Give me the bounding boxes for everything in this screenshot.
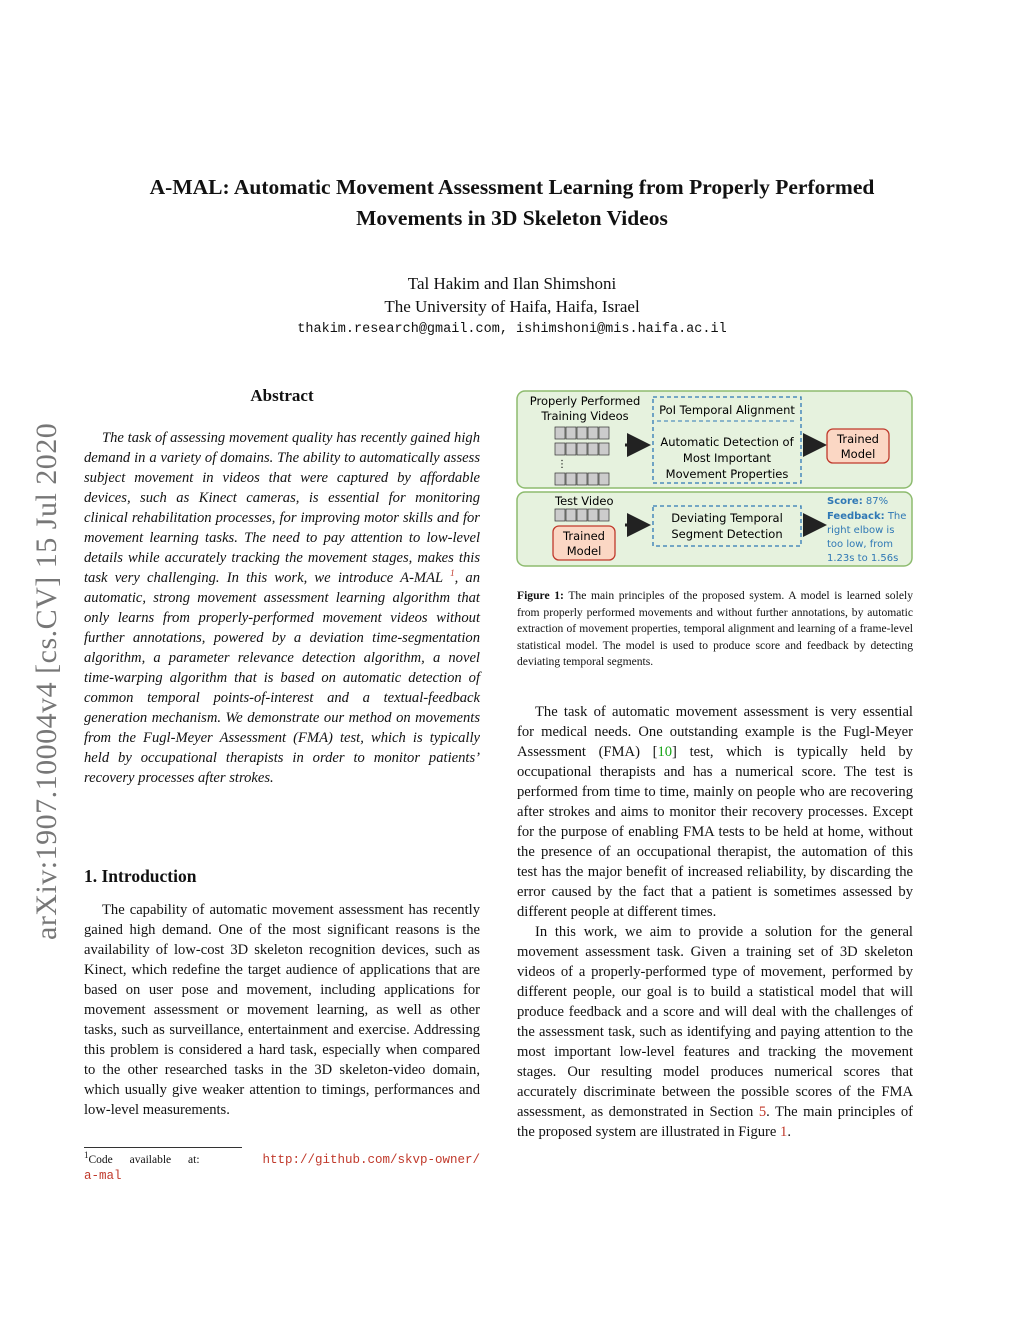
right-paragraph-2: In this work, we aim to provide a solution for the general movement assessment task. Given a training set of 3D skeleton videos of a properly-performed type of movement, performed by different people, our goal is to build a statistical model that will produce feedback and a score and will deal with the challenges of the assessment task, such as identifying and paying attention to the most important low-level features and tracking the movement stages. Our resulting model produces numerical scores that accurately discriminate between the possible scores of the FMA assessment, as demonstrated in Section 5. The main principles of the proposed system are illustrated in Figure 1. xyxy=(517,924,913,1140)
poi-label: PoI Temporal Alignment xyxy=(659,403,795,417)
abstract-heading: Abstract xyxy=(250,386,314,405)
training-thumbs-3 xyxy=(555,473,609,485)
footnote-url-cont[interactable]: a-mal xyxy=(84,1169,122,1183)
right-paragraph-1: The task of automatic movement assessment is very essential for medical needs. One outstanding example is the Fugl-Meyer Assessment (FMA) [10] test, which is typically held by occupational therapists and has a numerical score. The test is performed from time to time, mainly on people who are recovering after strokes and aims to monitor their recovery processes. Except for the purpose of enabling FMA tests to be held at home, without the presence of an occupational therapist, the automation of this test has the major benefit of increased reliability, by discarding the error caused by the fact that a patient is sometimes assessed by different people at different times. xyxy=(517,704,913,920)
svg-text:too low, from: too low, from xyxy=(827,539,894,550)
footnote-label: Code available at: xyxy=(88,1154,200,1166)
intro-body xyxy=(84,900,480,1120)
footnote-rule xyxy=(84,1147,242,1148)
emails: thakim.research@gmail.com, ishimshoni@mis.haifa.ac.il xyxy=(297,322,727,337)
training-label-1: Properly Performed xyxy=(529,394,641,408)
auto-label-1: Automatic Detection of xyxy=(660,435,794,449)
footnote-url[interactable]: http://github.com/skvp-owner/ xyxy=(262,1153,480,1167)
svg-text:right elbow is: right elbow is xyxy=(827,525,895,536)
affiliation: The University of Haifa, Haifa, Israel xyxy=(384,297,640,316)
figure-caption xyxy=(517,588,913,671)
figure-link[interactable]: 1 xyxy=(780,1124,788,1140)
citation-link[interactable]: 10 xyxy=(657,744,673,760)
title-line-2: Movements in 3D Skeleton Videos xyxy=(356,206,668,230)
trained-model-1: Trained xyxy=(837,432,879,446)
ellipsis-icon: ⋮ xyxy=(557,459,567,470)
svg-text:Trained: Trained xyxy=(563,529,605,543)
feedback-time: 1.23s to 1.56s xyxy=(827,553,899,564)
title-line-1: A-MAL: Automatic Movement Assessment Learning from Properly Performed xyxy=(149,175,875,199)
right-column xyxy=(517,702,913,1142)
footnote-number: 1 xyxy=(84,1150,89,1161)
svg-text:Model: Model xyxy=(566,544,602,558)
email-2[interactable]: ishimshoni@mis.haifa.ac.il xyxy=(516,322,727,337)
feedback-text: Feedback: The xyxy=(827,511,907,522)
section-link[interactable]: 5 xyxy=(758,1104,767,1120)
paper-title xyxy=(0,172,1024,234)
test-thumbs xyxy=(555,509,609,521)
intro-paragraph: The capability of automatic movement assessment has recently gained high demand. One of the most significant reasons is the availability of low-cost 3D skeleton recognition devices, such as Kinect, which redefine the target audience of applications that are based on user pose and movement, including applications for movement assessment or movement learning, as well as other tasks, such as surveillance, entertainment and exercise. Addressing this problem is considered a hard task, especially when compared to the other researched tasks in the 3D skeleton-video domain, which usually give weaker attention to timings, performances and low-level measurements. xyxy=(84,902,480,1118)
trained-model-2: Model xyxy=(840,447,876,461)
intro-heading: 1. Introduction xyxy=(84,866,197,886)
caption-text: The main principles of the proposed system. A model is learned solely from properly performed movements and without further annotations, by automatic extraction of movement properties, temporal alignment and learning of a frame-level statistical model. The model is used to produce score and feedback by detecting deviating temporal segments. xyxy=(517,589,913,668)
caption-label: Figure 1: xyxy=(517,589,564,602)
test-label: Test Video xyxy=(555,494,614,508)
score-text: Score: 87% xyxy=(827,496,889,507)
footnote-mark[interactable]: 1 xyxy=(450,568,455,579)
auto-label-3: Movement Properties xyxy=(665,467,789,481)
auto-label-2: Most Important xyxy=(682,451,772,465)
svg-text:Deviating Temporal: Deviating Temporal xyxy=(671,511,783,525)
email-1[interactable]: thakim.research@gmail.com xyxy=(297,322,500,337)
training-label-2: Training Videos xyxy=(541,409,629,423)
abstract-text-a: The task of assessing movement quality has recently gained high demand in a variety of domains. The ability to automatically assess subject movement in videos that were captured by affordable devices, such as Kinect cameras, is essential for monitoring clinical rehabilitation processes, for improving motor skills and for movement learning tasks. The need to pay attention to low-level details while accurately tracking the movement stages, makes this task very challenging. In this work, we introduce A-MAL xyxy=(84,430,480,586)
svg-text:Segment Detection: Segment Detection xyxy=(671,527,783,541)
authors: Tal Hakim and Ilan Shimshoni xyxy=(407,274,617,293)
footnote xyxy=(84,1152,480,1184)
author-block xyxy=(0,272,1024,318)
abstract-body xyxy=(84,428,480,788)
system-figure xyxy=(515,389,915,569)
training-thumbs-2 xyxy=(555,443,609,455)
arxiv-stamp: arXiv:1907.10004v4 [cs.CV] 15 Jul 2020 xyxy=(30,422,63,940)
training-thumbs-1 xyxy=(555,427,609,439)
abstract-text-b: , an automatic, strong movement assessment learning algorithm that only learns from properly-performed movement videos without further annotations, powered by a deviation time-segmentation algorithm, a parameter relevance detection algorithm, a novel time-warping algorithm that is based on automatic detection of common temporal points-of-interest and a textual-feedback generation mechanism. We demonstrate our method on movements from the Fugl-Meyer Assessment (FMA) test, which is typically held by occupational therapists in order to monitor patients’ recovery processes after strokes. xyxy=(84,570,481,786)
